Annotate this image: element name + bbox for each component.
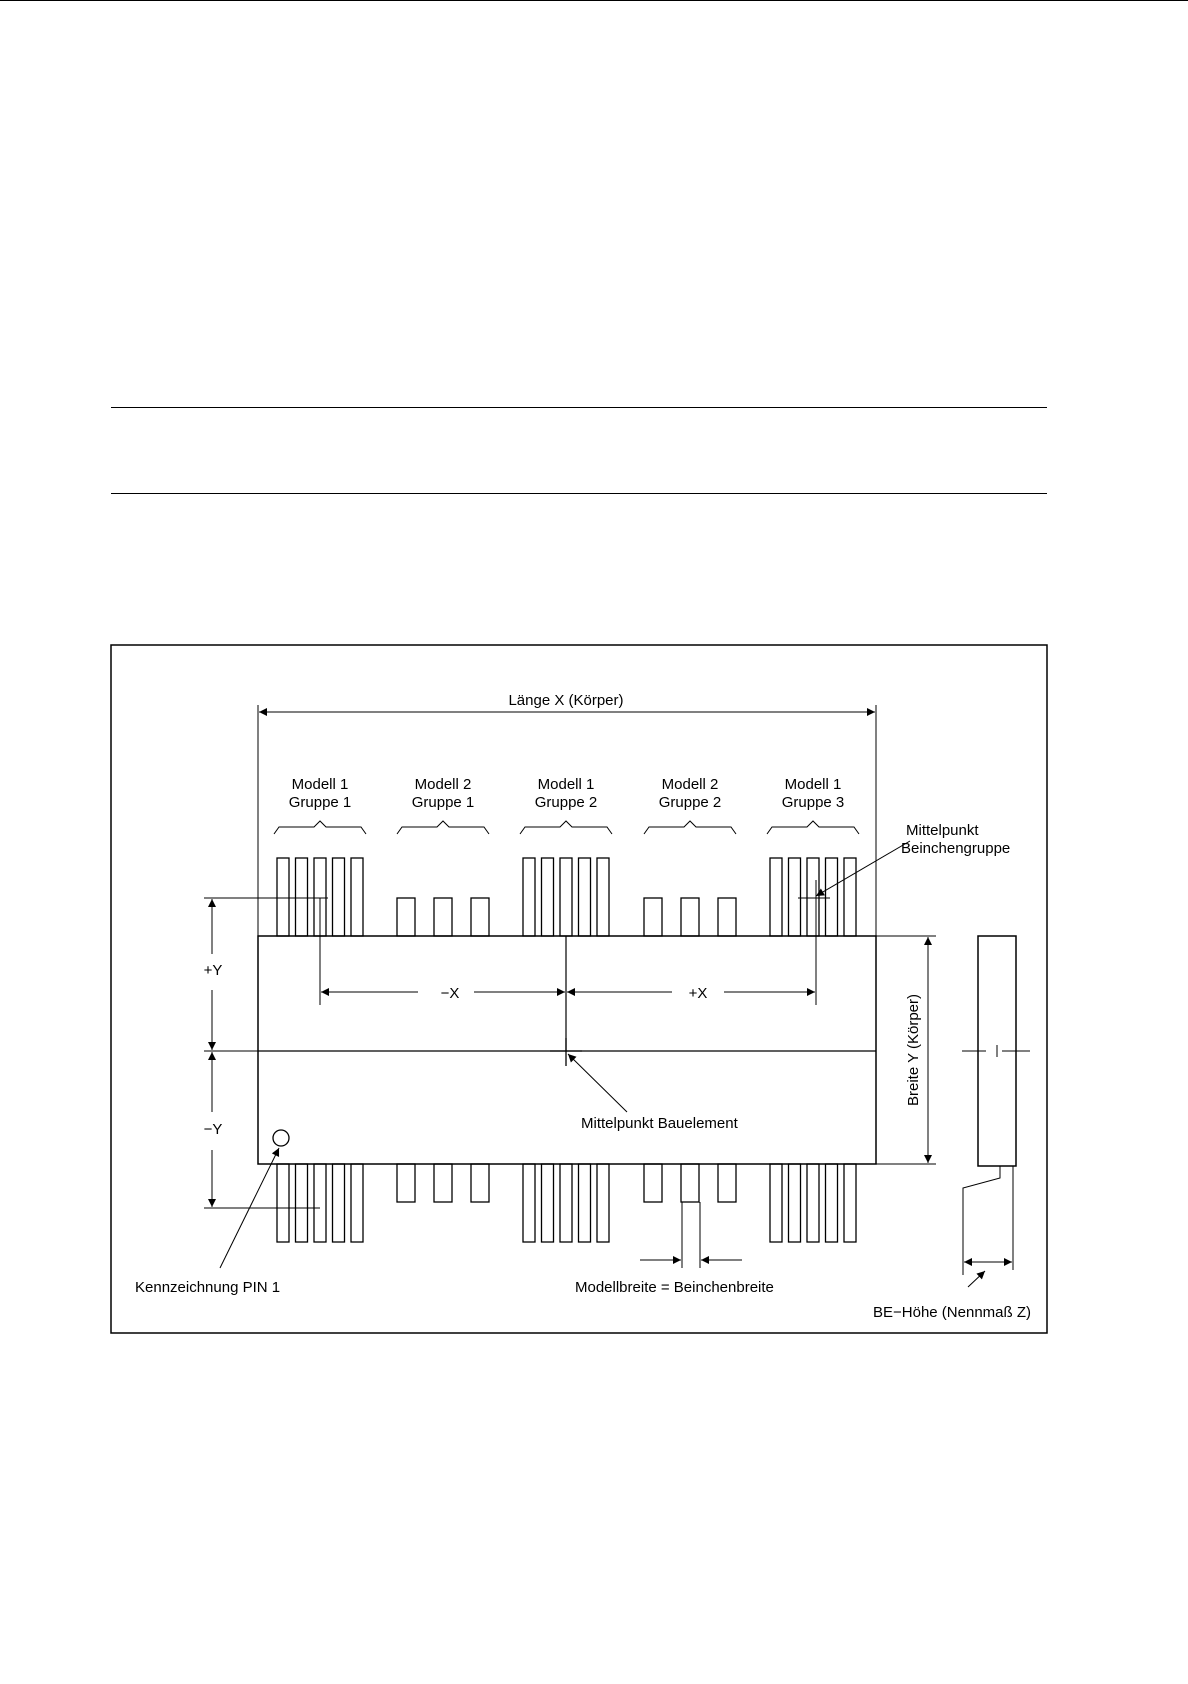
lead-top-long	[296, 858, 308, 936]
lead-bottom-long	[523, 1164, 535, 1242]
lead-top-short	[397, 898, 415, 936]
lead-top-short	[471, 898, 489, 936]
group-model-label: Modell 1	[784, 776, 842, 793]
height-leader	[968, 1271, 985, 1287]
plus-x-label: +X	[688, 985, 708, 1002]
side-view-lead-left	[963, 1166, 1000, 1250]
lead-top-long	[770, 858, 782, 936]
height-label: BE−Höhe (Nennmaß Z)	[873, 1304, 1031, 1321]
group-brace	[397, 821, 489, 834]
lead-bottom-long	[351, 1164, 363, 1242]
lead-bottom-short	[718, 1164, 736, 1202]
lead-top-short	[644, 898, 662, 936]
group-brace	[520, 821, 612, 834]
pin1-label: Kennzeichnung PIN 1	[135, 1279, 281, 1296]
group-brace	[274, 821, 366, 834]
lead-bottom-long	[296, 1164, 308, 1242]
lead-bottom-short	[644, 1164, 662, 1202]
plus-y-label: +Y	[203, 962, 223, 979]
component-center-leader	[568, 1054, 627, 1112]
lead-top-long	[523, 858, 535, 936]
lead-bottom-short	[471, 1164, 489, 1202]
group-model-label: Modell 2	[661, 776, 719, 793]
group-name-label: Gruppe 1	[288, 794, 352, 811]
lead-bottom-short	[397, 1164, 415, 1202]
group-labels	[274, 776, 859, 834]
pin1-marker	[273, 1130, 289, 1146]
lead-top-long	[579, 858, 591, 936]
lead-bottom-long	[826, 1164, 838, 1242]
lead-top-long	[333, 858, 345, 936]
lead-bottom-long	[314, 1164, 326, 1242]
model-width-label: Modellbreite = Beinchenbreite	[575, 1279, 774, 1296]
lead-bottom-short	[434, 1164, 452, 1202]
lead-top-long	[542, 858, 554, 936]
leadgroup-center-leader	[816, 841, 910, 896]
lead-bottom-long	[542, 1164, 554, 1242]
lead-top-long	[844, 858, 856, 936]
lead-top-short	[434, 898, 452, 936]
lead-bottom-long	[770, 1164, 782, 1242]
lead-top-long	[351, 858, 363, 936]
group-name-label: Gruppe 1	[411, 794, 475, 811]
lead-top-long	[560, 858, 572, 936]
lead-top-long	[789, 858, 801, 936]
lead-top-long	[597, 858, 609, 936]
width-label: Breite Y (Körper)	[905, 994, 922, 1106]
lead-bottom-long	[579, 1164, 591, 1242]
lead-bottom-long	[807, 1164, 819, 1242]
leadgroup-center-label-1: Mittelpunkt	[906, 822, 979, 839]
minus-x-label: −X	[440, 985, 460, 1002]
lead-top-short	[681, 898, 699, 936]
lead-bottom-short	[681, 1164, 699, 1202]
length-label: Länge X (Körper)	[508, 692, 624, 709]
lead-bottom-long	[844, 1164, 856, 1242]
group-name-label: Gruppe 3	[781, 794, 845, 811]
lead-bottom-long	[597, 1164, 609, 1242]
lead-top-long	[277, 858, 289, 936]
leadgroup-center-label-2: Beinchengruppe	[901, 840, 1011, 857]
lead-top-long	[826, 858, 838, 936]
group-name-label: Gruppe 2	[658, 794, 722, 811]
group-model-label: Modell 2	[414, 776, 472, 793]
lead-bottom-long	[277, 1164, 289, 1242]
lead-top-long	[807, 858, 819, 936]
component-center-label: Mittelpunkt Bauelement	[581, 1115, 738, 1132]
group-brace	[767, 821, 859, 834]
group-brace	[644, 821, 736, 834]
lead-bottom-long	[789, 1164, 801, 1242]
lead-top-short	[718, 898, 736, 936]
lead-bottom-long	[333, 1164, 345, 1242]
minus-y-label: −Y	[203, 1121, 223, 1138]
lead-bottom-long	[560, 1164, 572, 1242]
group-name-label: Gruppe 2	[534, 794, 598, 811]
group-model-label: Modell 1	[291, 776, 349, 793]
group-model-label: Modell 1	[537, 776, 595, 793]
component-body	[258, 936, 876, 1164]
